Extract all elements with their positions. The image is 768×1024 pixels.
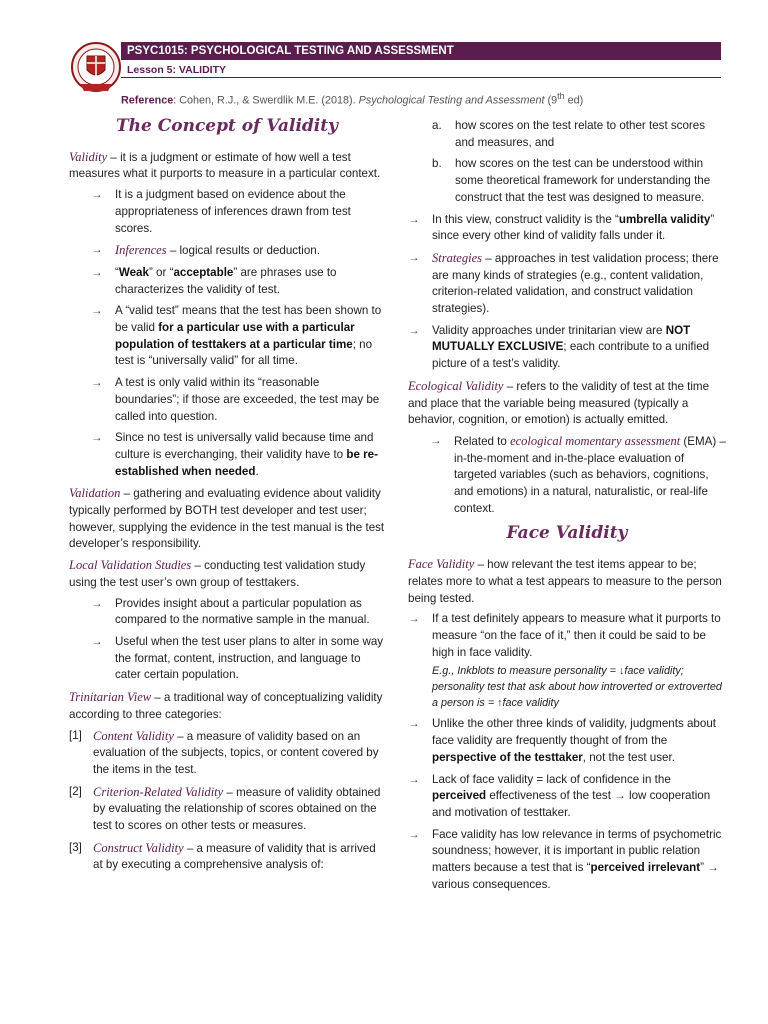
reference-line <box>121 88 741 109</box>
course-header-bar: PSYC1015: PSYCHOLOGICAL TESTING AND ASSESSMENT <box>121 42 721 60</box>
arrow-icon: → <box>430 433 442 447</box>
arrow-icon: → <box>408 612 420 626</box>
bullet-useful-when: → Useful when the test user plans to alter in some way the format, content, instruction, and language to cater certain population. <box>91 634 384 682</box>
bullet-valid-test: → A “valid test” means that the test has been shown to be valid for a particular use with a particular population of testtakers at a particular time; no test is “universally valid” for all time. <box>91 304 382 368</box>
bullet-ema: → Related to ecological momentary assessment (EMA) – in-the-moment and in-the-place evaluation of targeted variables (such as behaviors, cognitions, and emotions) in a natural, naturalistic, or real-life context. <box>430 433 726 515</box>
definition-ecological-validity: Ecological Validity – refers to the validity of test at the time and place that the variable being measured (typically a behavior, cognition, or emotion) is actually emitted. <box>408 378 710 427</box>
bullet-perspective-testtaker: → Unlike the other three kinds of validity, judgments about face validity are frequently thought of from the perspective of the testtaker, not the test user. <box>408 717 716 764</box>
arrow-icon: → <box>91 188 103 202</box>
arrow-icon: → <box>91 265 103 279</box>
reference-title: Psychological Testing and Assessment <box>358 94 545 107</box>
bullet-reasonable-boundaries: → A test is only valid within its “reasonable boundaries”; if those are exceeded, the test may be called into question. <box>91 376 380 423</box>
definition-validation: Validation – gathering and evaluating evidence about validity typically performed by BOTH test developer and test user; however, supplying the evidence in the test manual is the test developer’s responsibility. <box>69 486 385 551</box>
example-inkblots: E.g., Inkblots to measure personality = ↓face validity; personality test that ask about how introverted or extroverted a person is = ↑face validity <box>432 665 722 710</box>
section-title-concept-of-validity: The Concept of Validity <box>115 116 338 136</box>
left-column <box>69 110 385 879</box>
arrow-icon: → <box>408 250 420 264</box>
arrow-icon: → <box>408 772 420 786</box>
arrow-icon: → <box>408 212 420 226</box>
reference-edition-sup: th <box>557 91 565 101</box>
bullet-provides-insight: → Provides insight about a particular population as compared to the normative sample in the manual. <box>91 596 370 627</box>
section-title-face-validity: Face Validity <box>506 523 628 544</box>
arrow-icon: → <box>408 827 420 841</box>
alpha-item-b: b. how scores on the test can be understood within some theoretical framework for understanding the construct that the test was designed to measure. <box>432 157 711 204</box>
bullet-umbrella-validity: → In this view, construct validity is the “umbrella validity” since every other kind of validity falls under it. <box>408 212 715 243</box>
lesson-subheader: Lesson 5: VALIDITY <box>121 62 721 78</box>
arrow-icon: → <box>408 717 420 731</box>
definition-trinitarian-view: Trinitarian View – a traditional way of conceptualizing validity according to three categories: <box>69 690 383 721</box>
bullet-public-relations: → Face validity has low relevance in terms of psychometric soundness; however, it is important in public relation matters because a test that is “perceived irrelevant” → various consequences. <box>408 827 722 891</box>
arrow-icon: → <box>408 323 420 337</box>
bullet-lack-of-face-validity: → Lack of face validity = lack of confidence in the perceived effectiveness of the test → low cooperation and motivation of testtaker. <box>408 772 711 819</box>
numbered-content-validity: [1] Content Validity – a measure of validity based on an evaluation of the subjects, topics, or content covered by the items in the test. <box>69 728 379 776</box>
arrow-icon: → <box>91 376 103 390</box>
reference-label: Reference <box>121 94 174 107</box>
alpha-item-a: a. how scores on the test relate to other test scores and measures, and <box>432 119 706 149</box>
university-seal-logo <box>70 40 122 98</box>
definition-validity: Validity – it is a judgment or estimate of how well a test measures what it purports to measure in a particular context. <box>69 149 381 181</box>
numbered-criterion-related-validity: [2] Criterion-Related Validity – measure of validity obtained by evaluating the relationship of scores obtained on the test to scores on other tests or measures. <box>69 784 381 833</box>
right-column <box>408 118 726 898</box>
reference-edition-pre: (9 <box>544 94 558 107</box>
reference-authors: : Cohen, R.J., & Swerdlik M.E. (2018). <box>173 94 359 107</box>
bullet-not-mutually-exclusive: → Validity approaches under trinitarian view are NOT MUTUALLY EXCLUSIVE; each contribute to a unified picture of a test’s validity. <box>408 323 710 371</box>
bullet-inferences: → Inferences – logical results or deduction. <box>91 243 320 258</box>
bullet-judgment-evidence: → It is a judgment based on evidence about the appropriateness of inferences drawn from test scores. <box>91 188 351 235</box>
bullet-weak-acceptable: → “Weak” or “acceptable” are phrases use to characterizes the validity of test. <box>91 265 337 296</box>
arrow-icon: → <box>91 304 103 318</box>
numbered-construct-validity: [3] Construct Validity – a measure of validity that is arrived at by executing a comprehensive analysis of: <box>69 840 376 872</box>
bullet-re-established: → Since no test is universally valid because time and culture is everchanging, their validity have to be re-established when needed. <box>91 431 378 478</box>
arrow-icon: → <box>91 596 103 610</box>
bullet-strategies: → Strategies – approaches in test validation process; there are many kinds of strategies (e.g., content validation, criterion-related validation, and construct validation strategies). <box>408 250 719 316</box>
arrow-icon: → <box>91 431 103 445</box>
arrow-icon: → <box>91 634 103 648</box>
definition-local-validation-studies: Local Validation Studies – conducting test validation study using the test user’s own group of testtakers. <box>69 558 366 589</box>
reference-edition-post: ed) <box>564 94 584 107</box>
definition-face-validity: Face Validity – how relevant the test items appear to be; relates more to what a test appears to measure to the person being tested. <box>408 557 722 605</box>
bullet-on-the-face-of-it: → If a test definitely appears to measure what it purports to measure “on the face of it,” then it could be said to be high in face validity. E.g., Inkblots to measure personality = ↓face validity; personality test that ask about how introverted or extroverted a person is = ↑face validity <box>408 611 726 711</box>
arrow-icon: → <box>91 243 103 257</box>
